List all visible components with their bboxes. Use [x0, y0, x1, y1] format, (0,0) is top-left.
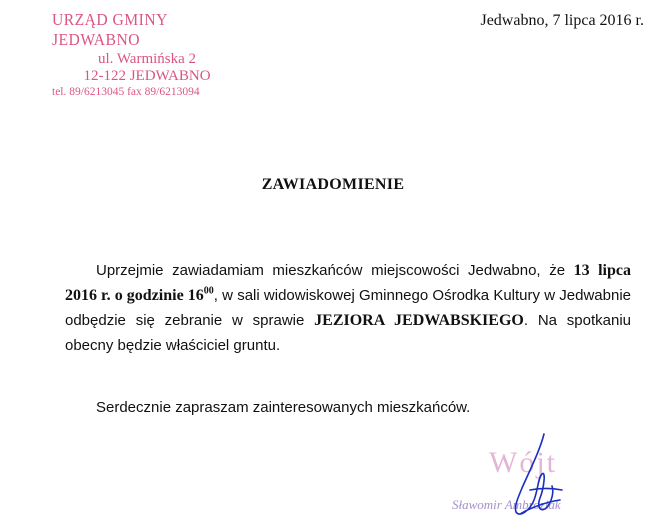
meeting-time-minutes: 00 — [203, 285, 214, 297]
document-date: Jedwabno, 7 lipca 2016 r. — [480, 12, 644, 29]
signature-title-stamp: Wójt — [489, 446, 557, 479]
document-title: ZAWIADOMIENIE — [261, 176, 405, 193]
meeting-date: 13 lipca 2016 r. — [65, 262, 632, 304]
signature-name-stamp: Sławomir Ambroziak — [452, 497, 561, 512]
meeting-topic: JEZIORA JEDWABSKIEGO — [314, 312, 524, 329]
stamp-postcode: 12-122 JEDWABNO — [83, 68, 211, 84]
stamp-street: ul. Warmińska 2 — [97, 51, 197, 67]
closing-line: Serdecznie zapraszam zainteresowanych mieszkańców. — [96, 399, 471, 416]
stamp-office-name: URZĄD GMINY JEDWABNO — [52, 10, 168, 49]
meeting-time — [115, 287, 214, 304]
office-stamp — [52, 10, 242, 100]
paragraph-part1: Uprzejmie zawiadamiam mieszkańców miejscowości Jedwabno, że — [96, 262, 574, 279]
notice-paragraph — [65, 258, 631, 358]
meeting-time-hour: o godzinie 16 — [114, 287, 204, 304]
handwritten-signature — [500, 430, 580, 520]
stamp-phone: tel. 89/6213045 fax 89/6213094 — [52, 86, 200, 98]
paragraph-part3: . Na spotkaniu obecny będzie właściciel gruntu. — [65, 312, 632, 354]
paragraph-part2: , w sali widowiskowej Gminnego Ośrodka Kultury w Jedwabnie odbędzie się zebranie w sprawie — [65, 287, 632, 329]
